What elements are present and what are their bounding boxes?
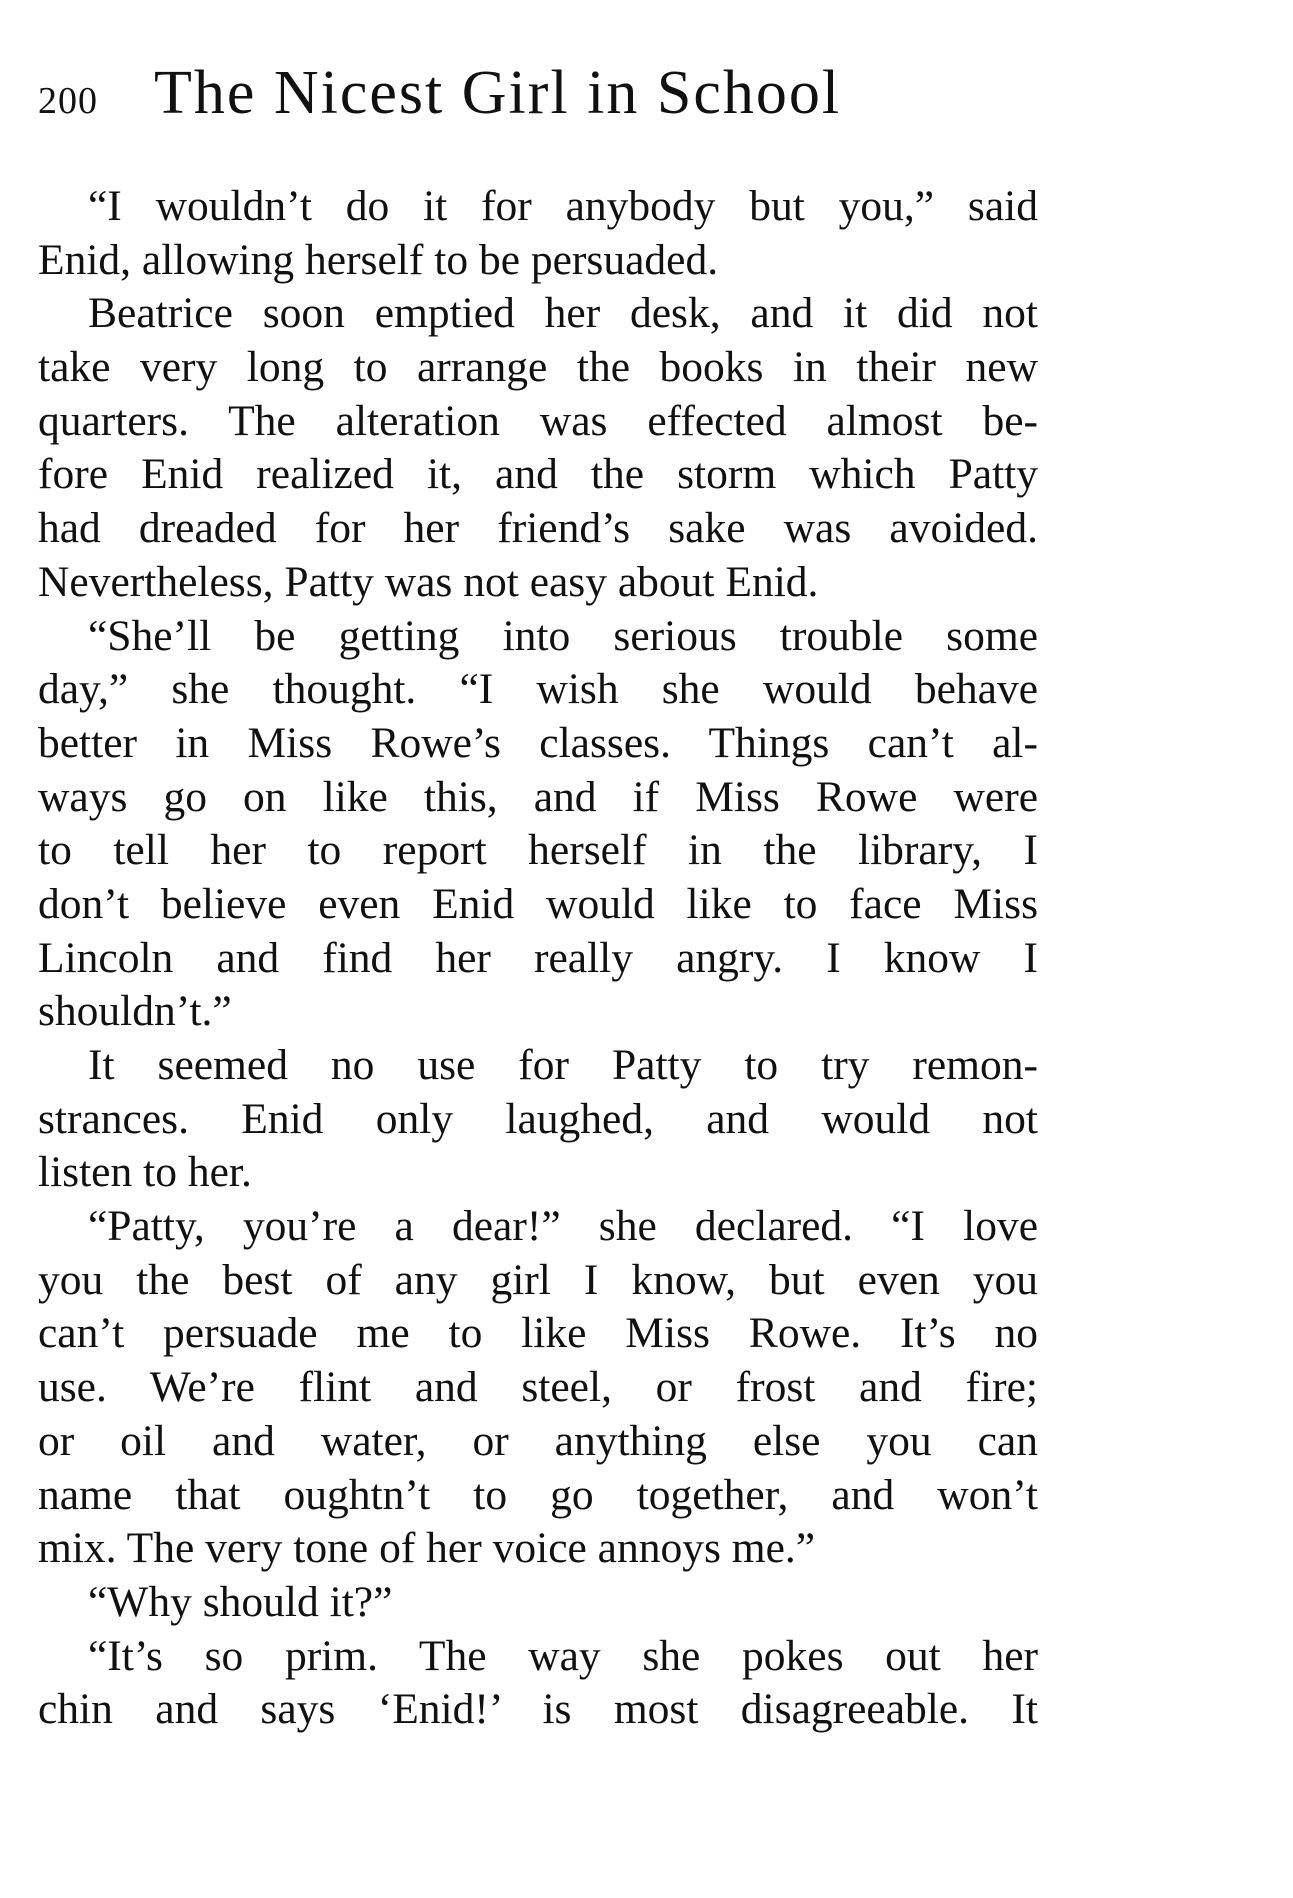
text-line: listen to her. (38, 1148, 252, 1197)
text-line: “She’ll be getting into serious trouble some (88, 611, 1038, 660)
text-line: “It’s so prim. The way she pokes out her (88, 1631, 1038, 1680)
text-line: can’t persuade me to like Miss Rowe. It’s no (38, 1309, 1038, 1358)
text-line: chin and says ‘Enid!’ is most disagreeable. It (38, 1685, 1038, 1734)
text-line: ways go on like this, and if Miss Rowe were (38, 772, 1038, 821)
text-line: strances. Enid only laughed, and would not (38, 1094, 1038, 1143)
text-line: better in Miss Rowe’s classes. Things can’t al- (38, 718, 1038, 767)
text-line: mix. The very tone of her voice annoys me.” (38, 1524, 816, 1573)
text-line: to tell her to report herself in the library, I (38, 826, 1038, 875)
text-line: quarters. The alteration was effected almost be- (38, 396, 1038, 445)
text-line: Nevertheless, Patty was not easy about Enid. (38, 557, 819, 606)
text-line: use. We’re flint and steel, or frost and fire; (38, 1363, 1038, 1412)
text-line: take very long to arrange the books in their new (38, 343, 1038, 392)
body-text (38, 180, 1038, 1737)
text-line: had dreaded for her friend’s sake was avoided. (38, 504, 1038, 553)
page-number: 200 (38, 80, 98, 122)
text-line: you the best of any girl I know, but even you (38, 1255, 1038, 1304)
text-line: “Patty, you’re a dear!” she declared. “I love (88, 1202, 1038, 1251)
text-line: “I wouldn’t do it for anybody but you,” said (88, 182, 1038, 230)
text-line: day,” she thought. “I wish she would behave (38, 665, 1038, 714)
text-line: Lincoln and find her really angry. I know I (38, 933, 1038, 982)
text-line: or oil and water, or anything else you can (38, 1416, 1038, 1465)
text-line: Beatrice soon emptied her desk, and it did not (88, 289, 1038, 338)
text-line: “Why should it?” (88, 1577, 393, 1626)
running-head (38, 58, 1038, 148)
text-line: Enid, allowing herself to be persuaded. (38, 235, 719, 284)
text-line: don’t believe even Enid would like to face Miss (38, 879, 1038, 928)
text-line: shouldn’t.” (38, 987, 232, 1036)
text-line: fore Enid realized it, and the storm which Patty (38, 450, 1038, 499)
text-line: It seemed no use for Patty to try remon- (88, 1041, 1038, 1089)
book-title: The Nicest Girl in School (154, 59, 842, 127)
text-line: name that oughtn’t to go together, and won’t (38, 1470, 1038, 1519)
